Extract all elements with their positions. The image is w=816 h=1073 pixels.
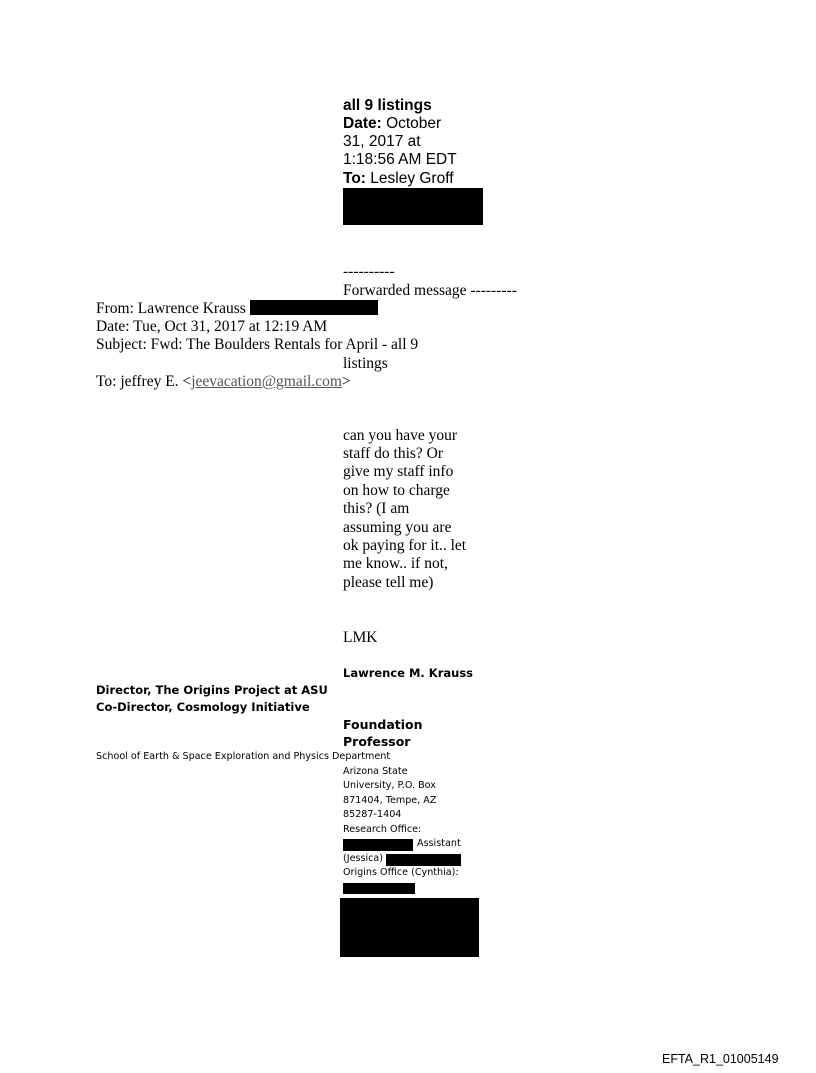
- redaction-box: [250, 300, 378, 315]
- assistant-label: Assistant: [417, 838, 461, 849]
- forwarded-marker: Forwarded message ---------: [343, 282, 517, 299]
- forward-to-suffix: >: [341, 373, 351, 390]
- to-label: To:: [343, 170, 366, 187]
- redaction-box: [343, 839, 413, 851]
- signature-name: Lawrence M. Krauss: [343, 666, 474, 680]
- forward-date: Date: Tue, Oct 31, 2017 at 12:19 AM: [96, 318, 328, 335]
- forward-subject: Subject: Fwd: The Boulders Rentals for April - all 9: [96, 336, 419, 353]
- signature-title-3b: Professor: [343, 734, 411, 749]
- forward-to: [96, 373, 351, 391]
- origins-office: Origins Office (Cynthia):: [343, 867, 459, 878]
- date-value-2: 31, 2017 at: [343, 133, 421, 150]
- body-line: give my staff info: [343, 463, 454, 480]
- header-date-line: [343, 115, 441, 133]
- forward-from: From: Lawrence Krauss: [96, 300, 246, 317]
- body-line: can you have your: [343, 427, 458, 444]
- header-to-line: [343, 170, 454, 188]
- date-label: Date:: [343, 115, 382, 132]
- body-line: ok paying for it.. let: [343, 537, 467, 554]
- redaction-box: [343, 883, 415, 894]
- to-value: Lesley Groff: [365, 170, 454, 187]
- body-line: assuming you are: [343, 519, 452, 536]
- signature-dept: School of Earth & Space Exploration and Physics Department: [96, 751, 391, 762]
- address-line: 871404, Tempe, AZ: [343, 795, 437, 806]
- forward-to-prefix: To: jeffrey E. <: [96, 373, 192, 390]
- redaction-box: [386, 854, 461, 866]
- subject-tail: all 9 listings: [343, 97, 432, 114]
- redaction-box: [340, 898, 479, 957]
- date-value-1: October: [381, 115, 442, 132]
- date-value-3: 1:18:56 AM EDT: [343, 151, 457, 168]
- address-line: University, P.O. Box: [343, 780, 436, 791]
- signature-title-1: Director, The Origins Project at ASU: [96, 683, 328, 697]
- body-line: staff do this? Or: [343, 445, 444, 462]
- body-line: this? (I am: [343, 500, 410, 517]
- research-office: Research Office:: [343, 824, 422, 835]
- signature-title-2: Co-Director, Cosmology Initiative: [96, 700, 310, 714]
- signature-title-3a: Foundation: [343, 717, 423, 732]
- address-line: Arizona State: [343, 766, 408, 777]
- email-link[interactable]: jeevacation@gmail.com: [191, 373, 342, 390]
- body-line: me know.. if not,: [343, 555, 448, 572]
- forward-subject-cont: listings: [343, 355, 388, 372]
- closing: LMK: [343, 629, 378, 646]
- redaction-box: [343, 188, 483, 225]
- separator-dashes: ----------: [343, 263, 395, 280]
- body-line: on how to charge: [343, 482, 450, 499]
- document-id: EFTA_R1_01005149: [662, 1052, 779, 1066]
- address-line: 85287-1404: [343, 809, 402, 820]
- body-line: please tell me): [343, 574, 434, 591]
- jessica-label: (Jessica): [343, 853, 384, 864]
